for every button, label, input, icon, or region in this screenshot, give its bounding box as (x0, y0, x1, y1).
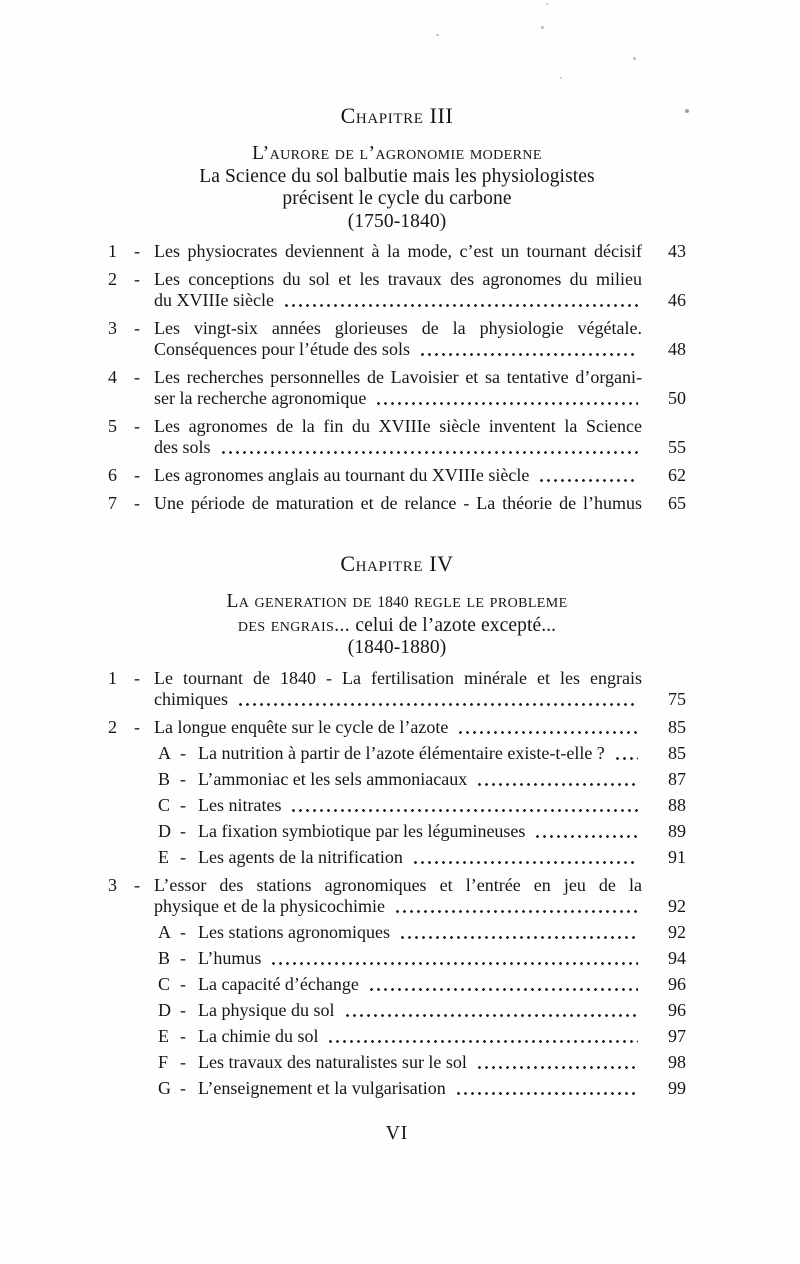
entry-page-number: 65 (668, 493, 686, 513)
entry-line (198, 821, 642, 842)
entry-text: Les agents de la nitrification (198, 846, 403, 867)
toc-entry (108, 821, 686, 842)
toc-entry (108, 1026, 686, 1047)
entry-number-label: 3 (108, 318, 117, 338)
entry-number (108, 367, 154, 388)
entry-number (108, 318, 154, 339)
entry-text-block (198, 1026, 642, 1047)
entry-line (154, 437, 642, 458)
dot-leader (476, 782, 638, 787)
entry-line (154, 689, 642, 710)
entry-page-number: 85 (668, 742, 686, 763)
scan-speck (436, 34, 439, 36)
chapter-heading: Chapitre III (340, 103, 454, 128)
table-of-contents (108, 104, 686, 1099)
toc-entry (108, 1052, 686, 1073)
toc-entry (108, 795, 686, 816)
toc-entry (108, 367, 686, 409)
dot-leader (237, 702, 638, 707)
title-segment: La Science du sol balbutie mais les physiologistes (199, 165, 595, 187)
entry-line: Les physiocrates deviennent à la mode, c’est un tournant décisif (154, 241, 642, 261)
chapter-section (108, 552, 686, 1099)
toc-entry (108, 974, 686, 995)
entry-page-number: 55 (668, 437, 686, 457)
chapter-section (108, 104, 686, 514)
dot-leader (283, 303, 638, 308)
toc-entry (108, 318, 686, 360)
entry-dash: - (180, 921, 186, 942)
entry-dash: - (180, 820, 186, 841)
entry-line (154, 465, 642, 486)
entry-number-label: F (158, 1051, 169, 1072)
entry-text: des sols (154, 437, 211, 457)
entry-line (154, 717, 642, 738)
entry-line (154, 388, 642, 409)
entry-line (154, 896, 642, 917)
entry-number-label: 1 (108, 241, 117, 261)
entry-number (158, 1078, 198, 1099)
entry-line (198, 922, 642, 943)
toc-entry (108, 922, 686, 943)
dot-leader (457, 730, 638, 735)
entry-dash: - (180, 1051, 186, 1072)
entry-text-block (198, 974, 642, 995)
dot-leader (476, 1065, 638, 1070)
entry-dash: - (134, 667, 140, 688)
title-segment: celui de l’azote excepté... (355, 614, 557, 636)
scan-speck (546, 3, 548, 5)
scan-speck (633, 57, 636, 60)
entry-page-number: 99 (668, 1077, 686, 1098)
entry-page-number: 48 (668, 339, 686, 359)
entry-number-label: C (158, 794, 171, 815)
entry-text: chimiques (154, 688, 228, 709)
entry-text-block (154, 241, 642, 262)
dot-leader (394, 909, 638, 914)
entry-dash: - (180, 846, 186, 867)
entry-text-block (198, 743, 642, 764)
chapter-title-line (108, 591, 686, 615)
entry-page-number: 50 (668, 388, 686, 408)
entry-dash: - (180, 1077, 186, 1098)
entry-text: L’ammoniac et les sels ammoniacaux (198, 768, 468, 789)
title-segment: 1840 (377, 594, 409, 611)
dot-leader (290, 808, 638, 813)
entry-page-number: 91 (668, 846, 686, 867)
chapter-title-line (108, 143, 686, 166)
entry-text: Conséquences pour l’étude des sols (154, 339, 410, 359)
entry-text-block (154, 493, 642, 514)
entry-number-label: 3 (108, 874, 117, 895)
dot-leader (220, 450, 638, 455)
entry-number (158, 1000, 198, 1021)
toc-entry (108, 269, 686, 311)
entry-dash: - (134, 367, 140, 387)
dot-leader (327, 1039, 638, 1044)
entry-line (198, 948, 642, 969)
entry-number (108, 875, 154, 896)
entry-dash: - (134, 241, 140, 261)
scan-speck (541, 26, 544, 29)
entry-dash: - (180, 1025, 186, 1046)
entry-dash: - (180, 742, 186, 763)
entry-page-number: 92 (668, 895, 686, 916)
entry-text-block (154, 875, 642, 917)
entry-dash: - (180, 973, 186, 994)
entry-number (158, 1026, 198, 1047)
entry-number-label: 2 (108, 269, 117, 289)
toc-entry (108, 1000, 686, 1021)
entry-text-block (198, 821, 642, 842)
entry-text-block (198, 1052, 642, 1073)
entry-line: Le tournant de 1840 - La fertilisation minérale et les engrais (154, 667, 642, 688)
entry-number-label: G (158, 1077, 171, 1098)
entry-text-block (198, 922, 642, 943)
entry-text-block (154, 465, 642, 486)
entry-number-label: D (158, 999, 171, 1020)
entry-line (198, 1026, 642, 1047)
toc-entries (108, 241, 686, 514)
dot-leader (270, 961, 638, 966)
toc-entry (108, 668, 686, 710)
entry-number (108, 241, 154, 262)
entry-line (198, 743, 642, 764)
entry-line (198, 1000, 642, 1021)
entry-number (158, 1052, 198, 1073)
toc-entry (108, 948, 686, 969)
entry-page-number: 96 (668, 973, 686, 994)
entry-number-label: 6 (108, 465, 117, 485)
entry-line (198, 795, 642, 816)
entry-number-label: C (158, 973, 171, 994)
title-segment: L’aurore de l’agronomie moderne (252, 143, 542, 164)
dot-leader (534, 834, 638, 839)
title-segment: regle le probleme (408, 591, 568, 612)
title-segment: précisent le cycle du carbone (282, 188, 512, 209)
entry-line (198, 769, 642, 790)
entry-page-number: 97 (668, 1025, 686, 1046)
dot-leader (399, 935, 638, 940)
entry-number-label: A (158, 921, 171, 942)
entry-page-number: 85 (668, 716, 686, 737)
toc-entry (108, 493, 686, 514)
toc-entry (108, 416, 686, 458)
entry-text: Les stations agronomiques (198, 921, 390, 942)
entry-number (158, 948, 198, 969)
entry-number (108, 465, 154, 486)
chapter-heading: Chapitre IV (340, 551, 454, 576)
entry-text: du XVIIIe siècle (154, 290, 274, 310)
entry-text-block (198, 948, 642, 969)
entry-dash: - (180, 999, 186, 1020)
entry-line (198, 974, 642, 995)
toc-entry (108, 241, 686, 262)
entry-text: L’enseignement et la vulgarisation (198, 1077, 446, 1098)
entry-text-block (154, 367, 642, 409)
entry-line (198, 1078, 642, 1099)
dot-leader (375, 401, 638, 406)
entry-text-block (198, 769, 642, 790)
toc-entry (108, 743, 686, 764)
entry-text: La chimie du sol (198, 1025, 319, 1046)
entry-number (108, 717, 154, 738)
entry-text-block (154, 668, 642, 710)
entry-dash: - (180, 947, 186, 968)
entry-page-number: 88 (668, 794, 686, 815)
toc-entries (108, 668, 686, 1099)
entry-page-number: 89 (668, 820, 686, 841)
entry-number-label: E (158, 846, 169, 867)
entry-text: physique et de la physicochimie (154, 895, 385, 916)
entry-text-block (154, 318, 642, 360)
entry-line (154, 290, 642, 311)
dot-leader (344, 1013, 639, 1018)
toc-entry (108, 465, 686, 486)
entry-number (158, 922, 198, 943)
entry-text: L’humus (198, 947, 262, 968)
entry-number-label: 7 (108, 493, 117, 513)
entry-page-number: 92 (668, 921, 686, 942)
entry-dash: - (134, 716, 140, 737)
entry-number-label: 5 (108, 416, 117, 436)
entry-line: Les agronomes de la fin du XVIIIe siècle inventent la Science (154, 416, 642, 436)
toc-entry (108, 1078, 686, 1099)
entry-page-number: 75 (668, 688, 686, 709)
entry-dash: - (180, 794, 186, 815)
entry-dash: - (180, 768, 186, 789)
chapter-title-line (108, 637, 686, 660)
chapter-title (108, 143, 686, 233)
entry-dash: - (134, 493, 140, 513)
entry-page-number: 96 (668, 999, 686, 1020)
toc-entry (108, 875, 686, 917)
entry-line (198, 847, 642, 868)
entry-number (158, 821, 198, 842)
entry-text-block (154, 269, 642, 311)
toc-entry (108, 847, 686, 868)
entry-number (158, 769, 198, 790)
entry-text: Les travaux des naturalistes sur le sol (198, 1051, 467, 1072)
entry-number-label: A (158, 742, 171, 763)
toc-entry (108, 769, 686, 790)
title-segment: des engrais... (237, 614, 356, 636)
entry-number (158, 974, 198, 995)
chapter-title-line (108, 188, 686, 211)
entry-page-number: 94 (668, 947, 686, 968)
entry-dash: - (134, 269, 140, 289)
entry-number-label: 2 (108, 716, 117, 737)
entry-dash: - (134, 465, 140, 485)
entry-dash: - (134, 318, 140, 338)
entry-page-number: 98 (668, 1051, 686, 1072)
dot-leader (538, 478, 638, 483)
entry-text: ser la recherche agronomique (154, 388, 367, 408)
title-segment: La generation de (226, 591, 378, 612)
entry-text: La longue enquête sur le cycle de l’azote (154, 716, 449, 737)
entry-text: Les agronomes anglais au tournant du XVIIIe siècle (154, 465, 530, 485)
chapter-title-line (108, 211, 686, 234)
entry-number (158, 847, 198, 868)
entry-text-block (198, 1078, 642, 1099)
entry-text-block (198, 1000, 642, 1021)
chapter-title-line (108, 166, 686, 189)
entry-line: Les conceptions du sol et les travaux des agronomes du milieu (154, 269, 642, 289)
entry-number (108, 668, 154, 689)
entry-number-label: E (158, 1025, 169, 1046)
entry-number-label: D (158, 820, 171, 841)
entry-text: La physique du sol (198, 999, 335, 1020)
chapter-title-line (108, 615, 686, 638)
entry-page-number: 87 (668, 768, 686, 789)
entry-line: Une période de maturation et de relance - La théorie de l’humus (154, 493, 642, 513)
entry-dash: - (134, 416, 140, 436)
dot-leader (455, 1091, 638, 1096)
title-segment: (1840-1880) (347, 637, 447, 658)
entry-page-number: 62 (668, 465, 686, 485)
entry-text-block (198, 847, 642, 868)
page-number-footer: VI (385, 1122, 409, 1144)
entry-text-block (154, 416, 642, 458)
entry-number (108, 269, 154, 290)
entry-text-block (154, 717, 642, 738)
chapter-title (108, 591, 686, 660)
entry-page-number: 43 (668, 241, 686, 261)
dot-leader (614, 756, 638, 761)
entry-text: Les nitrates (198, 794, 282, 815)
entry-line: Les vingt-six années glorieuses de la physiologie végétale. (154, 318, 642, 338)
scan-speck (685, 109, 689, 113)
entry-number-label: B (158, 947, 171, 968)
title-segment: (1750-1840) (347, 210, 447, 232)
entry-line: Les recherches personnelles de Lavoisier et sa tentative d’organi- (154, 367, 642, 387)
scan-speck (560, 77, 562, 79)
entry-text: La nutrition à partir de l’azote élémentaire existe-t-elle ? (198, 742, 605, 763)
entry-text: La fixation symbiotique par les légumineuses (198, 820, 526, 841)
dot-leader (419, 352, 638, 357)
dot-leader (412, 860, 638, 865)
entry-text-block (198, 795, 642, 816)
entry-dash: - (134, 874, 140, 895)
entry-number (108, 493, 154, 514)
entry-number-label: 1 (108, 667, 117, 688)
toc-entry (108, 717, 686, 738)
entry-number (158, 795, 198, 816)
entry-line (198, 1052, 642, 1073)
entry-number-label: B (158, 768, 171, 789)
entry-number-label: 4 (108, 367, 117, 387)
entry-page-number: 46 (668, 290, 686, 310)
entry-number (158, 743, 198, 764)
entry-text: La capacité d’échange (198, 973, 359, 994)
entry-line (154, 339, 642, 360)
entry-number (108, 416, 154, 437)
entry-line: L’essor des stations agronomiques et l’entrée en jeu de la (154, 874, 642, 895)
dot-leader (368, 987, 638, 992)
